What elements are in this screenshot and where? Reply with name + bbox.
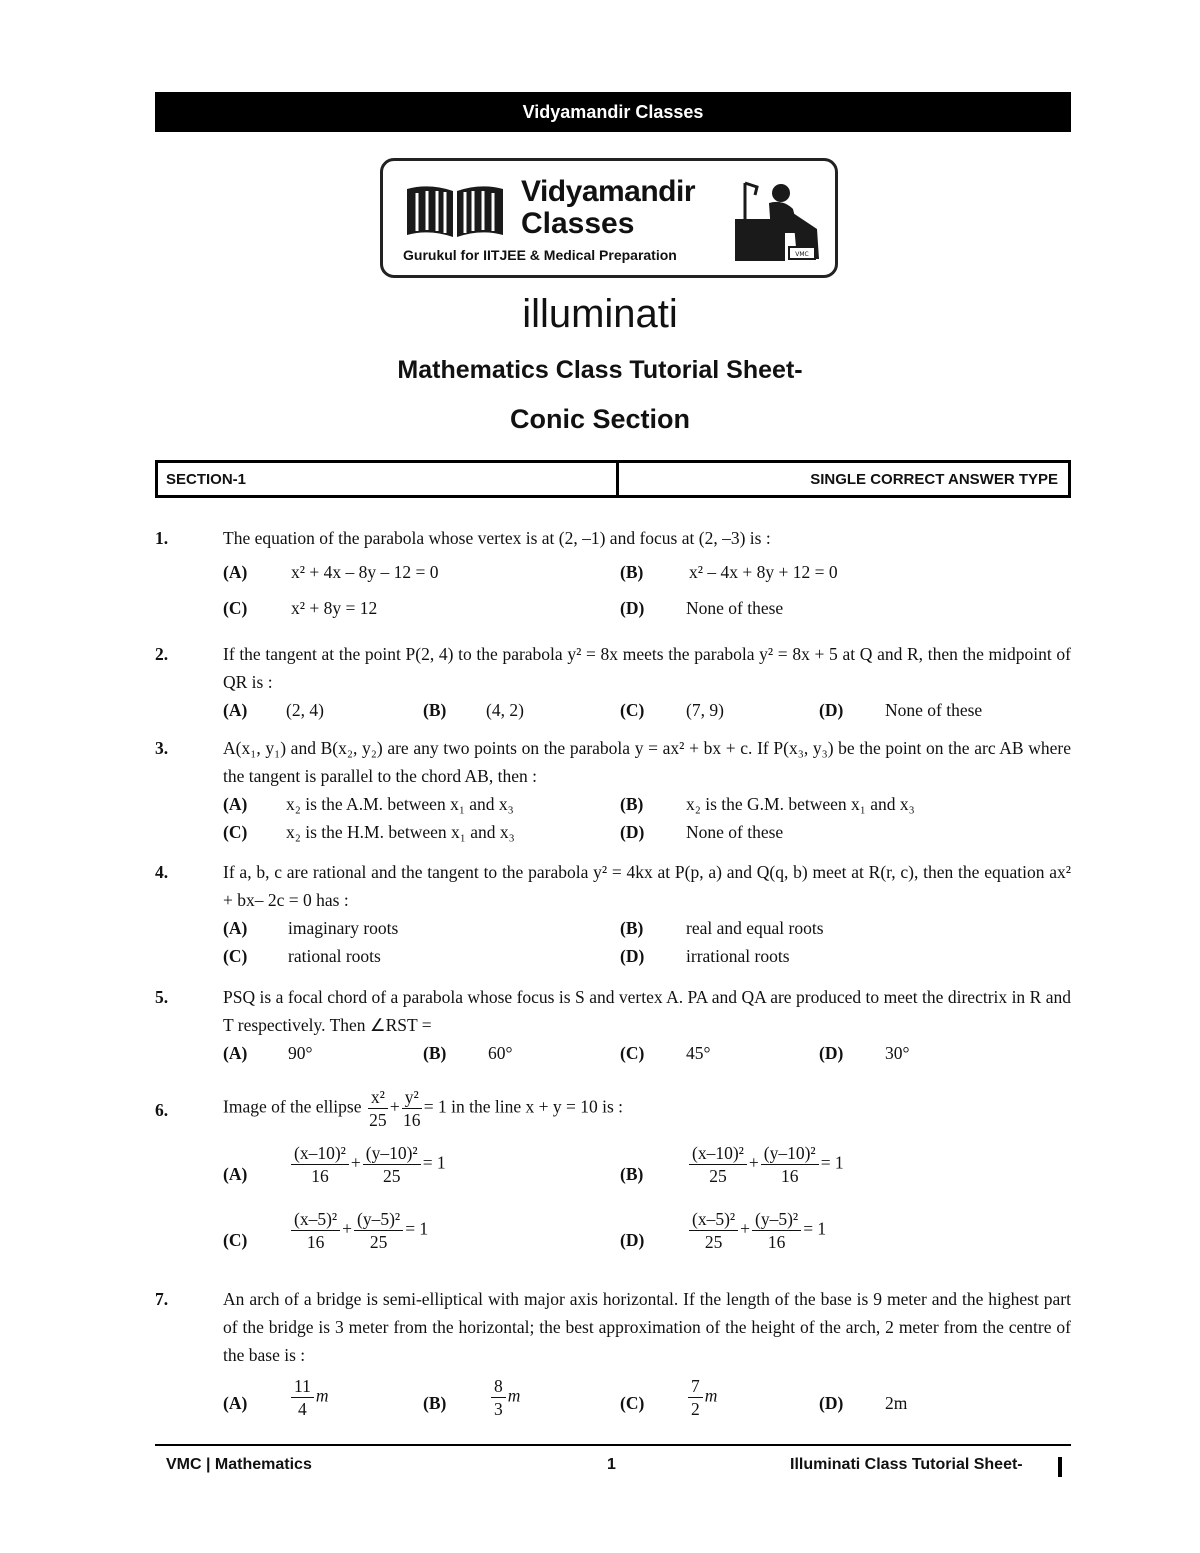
denominator: 25 (709, 1166, 727, 1186)
option-label: (C) (223, 946, 248, 966)
numerator: (y–5)² (354, 1208, 403, 1231)
option-value: (4, 2) (486, 700, 524, 720)
question-text-before: Image of the ellipse (223, 1096, 362, 1117)
option-value: rational roots (288, 946, 381, 966)
numerator: (x–10)² (291, 1142, 349, 1165)
option-value: x² + 8y = 12 (291, 598, 378, 618)
option-value: imaginary roots (288, 918, 399, 938)
numerator: x² (368, 1086, 388, 1109)
numerator: (y–10)² (363, 1142, 421, 1165)
question-text: Image of the ellipse $\frac{\text{x²}}{25}$ + $\frac{\text{y²}}{16}$ = 1 in the line x + y = 10 is : (223, 1087, 624, 1130)
question-6 (155, 1086, 1071, 1270)
option-label: (C) (223, 598, 248, 618)
numerator: (x–10)² (689, 1142, 747, 1165)
question-number: 5. (155, 987, 169, 1007)
page-number: 1 (607, 1456, 616, 1473)
option-label: (C) (223, 1230, 248, 1250)
unit: m (315, 1385, 329, 1406)
question-text: If a, b, c are rational and the tangent to the parabola y² = 4kx at P(p, a) and Q(q, b) meet at R(r, c), then the equation ax² + bx– 2c = 0 has : (223, 862, 1071, 910)
option-value: x₂ is the A.M. between x₁ and x₃ (286, 794, 514, 814)
option-value: 90° (288, 1043, 313, 1063)
option-label: (D) (819, 700, 844, 720)
equation-rhs: = 1 (820, 1152, 844, 1173)
denominator: 16 (311, 1166, 329, 1186)
unit: m (507, 1385, 521, 1406)
question-number: 2. (155, 644, 169, 664)
denominator: 2 (691, 1399, 700, 1419)
section-label: SECTION-1 (158, 463, 619, 495)
option-label: (D) (620, 1230, 645, 1250)
question-number: 4. (155, 862, 169, 882)
question-4 (155, 858, 1071, 970)
option-label: (C) (223, 822, 248, 842)
logo-tagline: Gurukul for IITJEE & Medical Preparation (403, 247, 677, 263)
denominator: 25 (369, 1110, 387, 1130)
option-label: (B) (423, 700, 447, 720)
student-at-desk-icon (731, 173, 827, 269)
equation-rhs: = 1 (405, 1218, 429, 1239)
denominator: 16 (306, 1232, 325, 1252)
option-label: (D) (819, 1043, 844, 1063)
brand-title: illuminati (522, 292, 678, 336)
sheet-title: Mathematics Class Tutorial Sheet- (397, 356, 803, 384)
option-value: real and equal roots (686, 918, 824, 938)
logo-name-line2: Classes (521, 207, 635, 240)
option-value: (7, 9) (686, 700, 724, 720)
unit: m (704, 1385, 718, 1406)
option-label: (A) (223, 1043, 248, 1063)
option-value: None of these (686, 598, 784, 618)
option-label: (D) (620, 946, 645, 966)
option-label: (C) (620, 1393, 645, 1413)
header-title: Vidyamandir Classes (522, 101, 704, 122)
question-1 (155, 524, 1071, 622)
option-value: $\frac{\text{(x–5)²}}{25}$ + $\frac{\text{(y–5)²}}{16}$ = 1 (687, 1208, 826, 1253)
numerator: y² (402, 1086, 422, 1109)
denominator: 16 (403, 1110, 421, 1130)
book-icon (403, 183, 507, 239)
option-label: (D) (620, 598, 645, 618)
denominator: 16 (767, 1232, 786, 1252)
section-header (155, 460, 1071, 498)
question-2 (155, 640, 1071, 724)
option-label: (A) (223, 700, 248, 720)
option-value: $\frac{\text{(x–10)²}}{25}$ + $\frac{\text{(y–10)²}}{16}$ = 1 (687, 1142, 844, 1187)
question-number: 7. (155, 1289, 169, 1309)
option-value (289, 1375, 329, 1420)
option-label: (A) (223, 562, 248, 582)
numerator: (y–5)² (752, 1208, 801, 1231)
header-bar (155, 92, 1071, 132)
denominator: 25 (382, 1166, 401, 1186)
fraction (402, 1086, 422, 1131)
vmc-logo (380, 158, 838, 278)
fraction (368, 1086, 388, 1131)
option-value: 45° (686, 1043, 711, 1063)
footer-rule (155, 1444, 1071, 1446)
question-number: 6. (155, 1100, 169, 1120)
equation-rhs: = 1 (803, 1218, 827, 1239)
option-label: (A) (223, 794, 248, 814)
footer-right: Illuminati Class Tutorial Sheet- (790, 1456, 1023, 1473)
option-value: x₂ is the G.M. between x₁ and x₃ (686, 794, 915, 814)
numerator: 11 (291, 1375, 314, 1398)
option-value (686, 1375, 717, 1420)
option-value: $\frac{\text{(x–10)²}}{16}$ + $\frac{\text{(y–10)²}}{25}$ = 1 (289, 1142, 446, 1187)
question-text: PSQ is a focal chord of a parabola whose focus is S and vertex A. PA and QA are produced to meet the directrix in R and T respectively. Then ∠RST = (223, 987, 1071, 1035)
option-label: (B) (620, 562, 644, 582)
option-value (489, 1375, 520, 1420)
question-text: A(x₁, y₁) and B(x₂, y₂) are any two points on the parabola y = ax² + bx + c. If P(x₃, y₃) be the point on the arc AB where the tangent is parallel to the chord AB, then : (223, 738, 1071, 786)
question-text: The equation of the parabola whose vertex is at (2, –1) and focus at (2, –3) is : (223, 528, 771, 548)
footer-left: VMC | Mathematics (166, 1456, 312, 1473)
numerator: 8 (491, 1375, 506, 1398)
option-label: (C) (620, 700, 645, 720)
option-value: None of these (686, 822, 784, 842)
sheet-subtitle: Conic Section (509, 404, 691, 434)
numerator: (x–5)² (291, 1208, 340, 1231)
question-text-after: = 1 in the line x + y = 10 is : (423, 1096, 624, 1117)
option-value: None of these (885, 700, 983, 720)
logo-name-line1: Vidyamandir (521, 175, 696, 208)
option-label: (A) (223, 1393, 248, 1413)
denominator: 3 (494, 1399, 503, 1419)
option-label: (A) (223, 1164, 248, 1184)
option-label: (B) (620, 1164, 644, 1184)
option-value: x₂ is the H.M. between x₁ and x₃ (286, 822, 515, 842)
option-value: (2, 4) (286, 700, 324, 720)
question-text: If the tangent at the point P(2, 4) to the parabola y² = 8x meets the parabola y² = 8x + 5 at Q and R, then the midpoint of QR is : (223, 644, 1071, 692)
logo-badge: VMC (795, 251, 809, 258)
option-label: (B) (423, 1393, 447, 1413)
option-value: 60° (488, 1043, 513, 1063)
option-label: (A) (223, 918, 248, 938)
option-label: (B) (423, 1043, 447, 1063)
option-label: (B) (620, 794, 644, 814)
question-number: 1. (155, 528, 169, 548)
option-value: irrational roots (686, 946, 790, 966)
option-label: (B) (620, 918, 644, 938)
denominator: 25 (369, 1232, 388, 1252)
numerator: (y–10)² (761, 1142, 819, 1165)
answer-type-label: SINGLE CORRECT ANSWER TYPE (810, 470, 1058, 488)
denominator: 4 (298, 1399, 307, 1419)
question-7 (155, 1285, 1071, 1431)
numerator: (x–5)² (689, 1208, 738, 1231)
numerator: 7 (688, 1375, 703, 1398)
question-5 (155, 983, 1071, 1067)
option-value: 30° (885, 1043, 910, 1063)
question-text: An arch of a bridge is semi-elliptical with major axis horizontal. If the length of the base is 9 meter and the highest part of the bridge is 3 meter from the horizontal; the best approximation of the height of the arch, 2 meter from the centre of the base is : (223, 1289, 1071, 1365)
equation-rhs: = 1 (422, 1152, 446, 1173)
option-label: (D) (819, 1393, 844, 1413)
option-value: x² + 4x – 8y – 12 = 0 (291, 562, 439, 582)
question-number: 3. (155, 738, 169, 758)
option-value: x² – 4x + 8y + 12 = 0 (689, 562, 838, 582)
denominator: 16 (780, 1166, 799, 1186)
option-value: 2m (885, 1393, 908, 1413)
option-label: (C) (620, 1043, 645, 1063)
option-label: (D) (620, 822, 645, 842)
footer-mark (1058, 1457, 1062, 1477)
option-value: $\frac{\text{(x–5)²}}{16}$ + $\frac{\text{(y–5)²}}{25}$ = 1 (289, 1208, 428, 1253)
denominator: 25 (704, 1232, 723, 1252)
question-3 (155, 734, 1071, 846)
